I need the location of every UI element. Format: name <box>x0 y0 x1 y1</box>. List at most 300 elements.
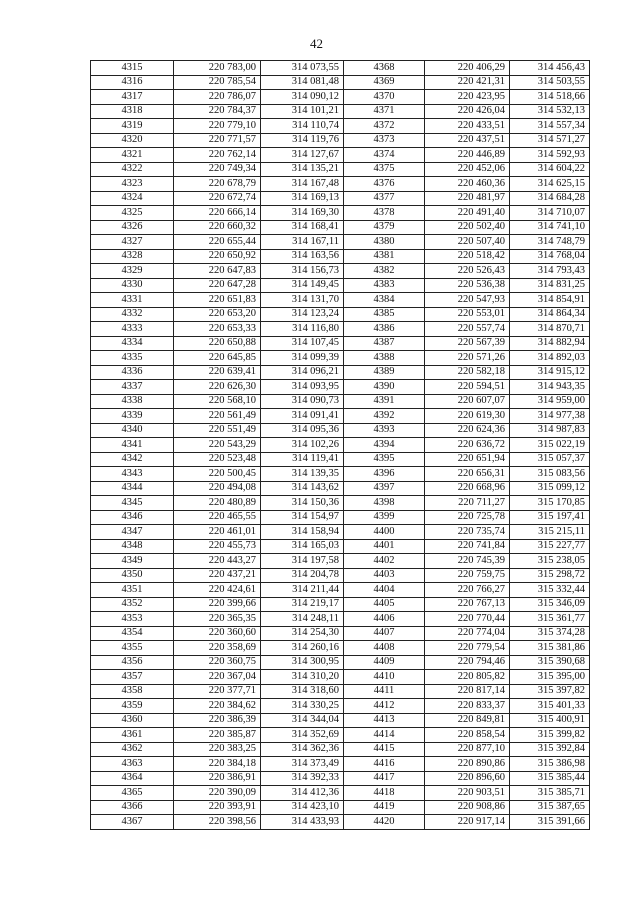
x-coordinate-cell: 220 526,43 <box>425 264 510 279</box>
y-coordinate-cell: 314 412,36 <box>261 786 344 801</box>
table-row <box>91 104 590 119</box>
table-row <box>91 510 590 525</box>
y-coordinate-cell: 314 433,93 <box>261 815 344 830</box>
x-coordinate-cell: 220 785,54 <box>174 75 261 90</box>
table-row <box>91 597 590 612</box>
point-number-cell: 4349 <box>91 554 174 569</box>
point-number-cell: 4378 <box>344 206 425 221</box>
y-coordinate-cell: 315 399,82 <box>510 728 590 743</box>
table-row <box>91 757 590 772</box>
y-coordinate-cell: 314 123,24 <box>261 307 344 322</box>
y-coordinate-cell: 314 571,27 <box>510 133 590 148</box>
y-coordinate-cell: 314 102,26 <box>261 438 344 453</box>
table-row <box>91 568 590 583</box>
point-number-cell: 4324 <box>91 191 174 206</box>
table-row <box>91 641 590 656</box>
x-coordinate-cell: 220 384,18 <box>174 757 261 772</box>
y-coordinate-cell: 314 768,04 <box>510 249 590 264</box>
table-row <box>91 771 590 786</box>
x-coordinate-cell: 220 465,55 <box>174 510 261 525</box>
x-coordinate-cell: 220 386,39 <box>174 713 261 728</box>
point-number-cell: 4368 <box>344 61 425 76</box>
x-coordinate-cell: 220 383,25 <box>174 742 261 757</box>
point-number-cell: 4323 <box>91 177 174 192</box>
x-coordinate-cell: 220 759,75 <box>425 568 510 583</box>
point-number-cell: 4371 <box>344 104 425 119</box>
table-row <box>91 177 590 192</box>
table-row <box>91 148 590 163</box>
y-coordinate-cell: 315 238,05 <box>510 554 590 569</box>
table-row <box>91 75 590 90</box>
x-coordinate-cell: 220 582,18 <box>425 365 510 380</box>
point-number-cell: 4410 <box>344 670 425 685</box>
point-number-cell: 4401 <box>344 539 425 554</box>
table-row <box>91 583 590 598</box>
y-coordinate-cell: 314 119,41 <box>261 452 344 467</box>
y-coordinate-cell: 314 260,16 <box>261 641 344 656</box>
y-coordinate-cell: 315 346,09 <box>510 597 590 612</box>
point-number-cell: 4386 <box>344 322 425 337</box>
y-coordinate-cell: 314 248,11 <box>261 612 344 627</box>
point-number-cell: 4333 <box>91 322 174 337</box>
x-coordinate-cell: 220 783,00 <box>174 61 261 76</box>
y-coordinate-cell: 314 423,10 <box>261 800 344 815</box>
y-coordinate-cell: 314 090,12 <box>261 90 344 105</box>
point-number-cell: 4373 <box>344 133 425 148</box>
table-row <box>91 800 590 815</box>
x-coordinate-cell: 220 594,51 <box>425 380 510 395</box>
point-number-cell: 4403 <box>344 568 425 583</box>
y-coordinate-cell: 314 518,66 <box>510 90 590 105</box>
point-number-cell: 4409 <box>344 655 425 670</box>
x-coordinate-cell: 220 481,97 <box>425 191 510 206</box>
point-number-cell: 4361 <box>91 728 174 743</box>
x-coordinate-cell: 220 406,29 <box>425 61 510 76</box>
point-number-cell: 4354 <box>91 626 174 641</box>
point-number-cell: 4392 <box>344 409 425 424</box>
y-coordinate-cell: 314 532,13 <box>510 104 590 119</box>
table-row <box>91 699 590 714</box>
y-coordinate-cell: 314 169,13 <box>261 191 344 206</box>
point-number-cell: 4396 <box>344 467 425 482</box>
x-coordinate-cell: 220 398,56 <box>174 815 261 830</box>
y-coordinate-cell: 315 057,37 <box>510 452 590 467</box>
x-coordinate-cell: 220 377,71 <box>174 684 261 699</box>
y-coordinate-cell: 314 604,22 <box>510 162 590 177</box>
point-number-cell: 4363 <box>91 757 174 772</box>
point-number-cell: 4344 <box>91 481 174 496</box>
y-coordinate-cell: 314 503,55 <box>510 75 590 90</box>
table-row <box>91 351 590 366</box>
point-number-cell: 4381 <box>344 249 425 264</box>
x-coordinate-cell: 220 461,01 <box>174 525 261 540</box>
table-row <box>91 365 590 380</box>
x-coordinate-cell: 220 452,06 <box>425 162 510 177</box>
x-coordinate-cell: 220 480,89 <box>174 496 261 511</box>
point-number-cell: 4335 <box>91 351 174 366</box>
y-coordinate-cell: 314 090,73 <box>261 394 344 409</box>
point-number-cell: 4413 <box>344 713 425 728</box>
point-number-cell: 4352 <box>91 597 174 612</box>
y-coordinate-cell: 314 392,33 <box>261 771 344 786</box>
y-coordinate-cell: 314 156,73 <box>261 264 344 279</box>
x-coordinate-cell: 220 917,14 <box>425 815 510 830</box>
y-coordinate-cell: 314 625,15 <box>510 177 590 192</box>
y-coordinate-cell: 314 456,43 <box>510 61 590 76</box>
x-coordinate-cell: 220 678,79 <box>174 177 261 192</box>
point-number-cell: 4359 <box>91 699 174 714</box>
y-coordinate-cell: 314 211,44 <box>261 583 344 598</box>
x-coordinate-cell: 220 784,37 <box>174 104 261 119</box>
point-number-cell: 4332 <box>91 307 174 322</box>
point-number-cell: 4400 <box>344 525 425 540</box>
point-number-cell: 4376 <box>344 177 425 192</box>
table-row <box>91 626 590 641</box>
table-row <box>91 554 590 569</box>
y-coordinate-cell: 315 395,00 <box>510 670 590 685</box>
y-coordinate-cell: 315 387,65 <box>510 800 590 815</box>
x-coordinate-cell: 220 455,73 <box>174 539 261 554</box>
y-coordinate-cell: 314 107,45 <box>261 336 344 351</box>
point-number-cell: 4355 <box>91 641 174 656</box>
x-coordinate-cell: 220 767,13 <box>425 597 510 612</box>
x-coordinate-cell: 220 725,78 <box>425 510 510 525</box>
table-row <box>91 264 590 279</box>
point-number-cell: 4316 <box>91 75 174 90</box>
point-number-cell: 4360 <box>91 713 174 728</box>
point-number-cell: 4366 <box>91 800 174 815</box>
point-number-cell: 4387 <box>344 336 425 351</box>
x-coordinate-cell: 220 636,72 <box>425 438 510 453</box>
x-coordinate-cell: 220 779,10 <box>174 119 261 134</box>
x-coordinate-cell: 220 774,04 <box>425 626 510 641</box>
point-number-cell: 4350 <box>91 568 174 583</box>
point-number-cell: 4364 <box>91 771 174 786</box>
table-row <box>91 191 590 206</box>
x-coordinate-cell: 220 653,33 <box>174 322 261 337</box>
point-number-cell: 4317 <box>91 90 174 105</box>
y-coordinate-cell: 314 096,21 <box>261 365 344 380</box>
point-number-cell: 4336 <box>91 365 174 380</box>
point-number-cell: 4420 <box>344 815 425 830</box>
x-coordinate-cell: 220 651,83 <box>174 293 261 308</box>
point-number-cell: 4348 <box>91 539 174 554</box>
x-coordinate-cell: 220 619,30 <box>425 409 510 424</box>
x-coordinate-cell: 220 660,32 <box>174 220 261 235</box>
x-coordinate-cell: 220 741,84 <box>425 539 510 554</box>
x-coordinate-cell: 220 833,37 <box>425 699 510 714</box>
x-coordinate-cell: 220 358,69 <box>174 641 261 656</box>
y-coordinate-cell: 314 330,25 <box>261 699 344 714</box>
y-coordinate-cell: 314 169,30 <box>261 206 344 221</box>
point-number-cell: 4375 <box>344 162 425 177</box>
y-coordinate-cell: 314 684,28 <box>510 191 590 206</box>
y-coordinate-cell: 314 977,38 <box>510 409 590 424</box>
table-row <box>91 525 590 540</box>
point-number-cell: 4353 <box>91 612 174 627</box>
point-number-cell: 4394 <box>344 438 425 453</box>
y-coordinate-cell: 314 154,97 <box>261 510 344 525</box>
y-coordinate-cell: 314 163,56 <box>261 249 344 264</box>
x-coordinate-cell: 220 390,09 <box>174 786 261 801</box>
y-coordinate-cell: 314 093,95 <box>261 380 344 395</box>
point-number-cell: 4416 <box>344 757 425 772</box>
x-coordinate-cell: 220 561,49 <box>174 409 261 424</box>
point-number-cell: 4377 <box>344 191 425 206</box>
table-row <box>91 670 590 685</box>
table-row <box>91 684 590 699</box>
y-coordinate-cell: 315 385,44 <box>510 771 590 786</box>
y-coordinate-cell: 314 710,07 <box>510 206 590 221</box>
y-coordinate-cell: 314 204,78 <box>261 568 344 583</box>
x-coordinate-cell: 220 426,04 <box>425 104 510 119</box>
x-coordinate-cell: 220 500,45 <box>174 467 261 482</box>
table-row <box>91 423 590 438</box>
x-coordinate-cell: 220 460,36 <box>425 177 510 192</box>
y-coordinate-cell: 314 318,60 <box>261 684 344 699</box>
y-coordinate-cell: 315 298,72 <box>510 568 590 583</box>
table-row <box>91 713 590 728</box>
point-number-cell: 4405 <box>344 597 425 612</box>
point-number-cell: 4418 <box>344 786 425 801</box>
point-number-cell: 4347 <box>91 525 174 540</box>
x-coordinate-cell: 220 672,74 <box>174 191 261 206</box>
x-coordinate-cell: 220 711,27 <box>425 496 510 511</box>
point-number-cell: 4382 <box>344 264 425 279</box>
y-coordinate-cell: 315 215,11 <box>510 525 590 540</box>
y-coordinate-cell: 314 101,21 <box>261 104 344 119</box>
x-coordinate-cell: 220 805,82 <box>425 670 510 685</box>
x-coordinate-cell: 220 849,81 <box>425 713 510 728</box>
point-number-cell: 4315 <box>91 61 174 76</box>
table-row <box>91 394 590 409</box>
y-coordinate-cell: 314 362,36 <box>261 742 344 757</box>
point-number-cell: 4411 <box>344 684 425 699</box>
point-number-cell: 4328 <box>91 249 174 264</box>
point-number-cell: 4395 <box>344 452 425 467</box>
point-number-cell: 4398 <box>344 496 425 511</box>
y-coordinate-cell: 314 892,03 <box>510 351 590 366</box>
point-number-cell: 4322 <box>91 162 174 177</box>
x-coordinate-cell: 220 433,51 <box>425 119 510 134</box>
point-number-cell: 4357 <box>91 670 174 685</box>
y-coordinate-cell: 314 254,30 <box>261 626 344 641</box>
x-coordinate-cell: 220 446,89 <box>425 148 510 163</box>
point-number-cell: 4415 <box>344 742 425 757</box>
table-row <box>91 249 590 264</box>
y-coordinate-cell: 314 119,76 <box>261 133 344 148</box>
point-number-cell: 4397 <box>344 481 425 496</box>
x-coordinate-cell: 220 779,54 <box>425 641 510 656</box>
x-coordinate-cell: 220 557,74 <box>425 322 510 337</box>
y-coordinate-cell: 314 095,36 <box>261 423 344 438</box>
x-coordinate-cell: 220 551,49 <box>174 423 261 438</box>
x-coordinate-cell: 220 384,62 <box>174 699 261 714</box>
y-coordinate-cell: 315 170,85 <box>510 496 590 511</box>
table-row <box>91 278 590 293</box>
y-coordinate-cell: 314 352,69 <box>261 728 344 743</box>
point-number-cell: 4338 <box>91 394 174 409</box>
y-coordinate-cell: 315 386,98 <box>510 757 590 772</box>
x-coordinate-cell: 220 421,31 <box>425 75 510 90</box>
x-coordinate-cell: 220 365,35 <box>174 612 261 627</box>
table-row <box>91 235 590 250</box>
x-coordinate-cell: 220 908,86 <box>425 800 510 815</box>
x-coordinate-cell: 220 385,87 <box>174 728 261 743</box>
x-coordinate-cell: 220 771,57 <box>174 133 261 148</box>
point-number-cell: 4407 <box>344 626 425 641</box>
y-coordinate-cell: 314 987,83 <box>510 423 590 438</box>
point-number-cell: 4417 <box>344 771 425 786</box>
y-coordinate-cell: 315 385,71 <box>510 786 590 801</box>
y-coordinate-cell: 314 310,20 <box>261 670 344 685</box>
point-number-cell: 4390 <box>344 380 425 395</box>
table-row <box>91 322 590 337</box>
table-row <box>91 90 590 105</box>
point-number-cell: 4331 <box>91 293 174 308</box>
x-coordinate-cell: 220 568,10 <box>174 394 261 409</box>
point-number-cell: 4337 <box>91 380 174 395</box>
point-number-cell: 4374 <box>344 148 425 163</box>
y-coordinate-cell: 314 131,70 <box>261 293 344 308</box>
point-number-cell: 4393 <box>344 423 425 438</box>
y-coordinate-cell: 315 392,84 <box>510 742 590 757</box>
point-number-cell: 4404 <box>344 583 425 598</box>
point-number-cell: 4399 <box>344 510 425 525</box>
y-coordinate-cell: 314 882,94 <box>510 336 590 351</box>
x-coordinate-cell: 220 903,51 <box>425 786 510 801</box>
x-coordinate-cell: 220 360,75 <box>174 655 261 670</box>
y-coordinate-cell: 314 167,48 <box>261 177 344 192</box>
x-coordinate-cell: 220 786,07 <box>174 90 261 105</box>
y-coordinate-cell: 315 381,86 <box>510 641 590 656</box>
table-row <box>91 206 590 221</box>
point-number-cell: 4351 <box>91 583 174 598</box>
point-number-cell: 4327 <box>91 235 174 250</box>
point-number-cell: 4318 <box>91 104 174 119</box>
coordinates-table <box>90 60 590 830</box>
x-coordinate-cell: 220 523,48 <box>174 452 261 467</box>
x-coordinate-cell: 220 735,74 <box>425 525 510 540</box>
y-coordinate-cell: 315 197,41 <box>510 510 590 525</box>
y-coordinate-cell: 314 158,94 <box>261 525 344 540</box>
y-coordinate-cell: 314 373,49 <box>261 757 344 772</box>
x-coordinate-cell: 220 647,83 <box>174 264 261 279</box>
y-coordinate-cell: 314 165,03 <box>261 539 344 554</box>
x-coordinate-cell: 220 762,14 <box>174 148 261 163</box>
x-coordinate-cell: 220 437,51 <box>425 133 510 148</box>
x-coordinate-cell: 220 423,95 <box>425 90 510 105</box>
y-coordinate-cell: 315 401,33 <box>510 699 590 714</box>
table-row <box>91 336 590 351</box>
point-number-cell: 4370 <box>344 90 425 105</box>
y-coordinate-cell: 314 854,91 <box>510 293 590 308</box>
x-coordinate-cell: 220 518,42 <box>425 249 510 264</box>
y-coordinate-cell: 314 197,58 <box>261 554 344 569</box>
point-number-cell: 4402 <box>344 554 425 569</box>
x-coordinate-cell: 220 890,86 <box>425 757 510 772</box>
x-coordinate-cell: 220 858,54 <box>425 728 510 743</box>
y-coordinate-cell: 314 793,43 <box>510 264 590 279</box>
point-number-cell: 4384 <box>344 293 425 308</box>
x-coordinate-cell: 220 666,14 <box>174 206 261 221</box>
y-coordinate-cell: 314 592,93 <box>510 148 590 163</box>
x-coordinate-cell: 220 443,27 <box>174 554 261 569</box>
x-coordinate-cell: 220 543,29 <box>174 438 261 453</box>
table-row <box>91 133 590 148</box>
y-coordinate-cell: 314 149,45 <box>261 278 344 293</box>
y-coordinate-cell: 314 127,67 <box>261 148 344 163</box>
x-coordinate-cell: 220 624,36 <box>425 423 510 438</box>
y-coordinate-cell: 314 943,35 <box>510 380 590 395</box>
table-row <box>91 307 590 322</box>
table-row <box>91 119 590 134</box>
x-coordinate-cell: 220 650,92 <box>174 249 261 264</box>
y-coordinate-cell: 315 022,19 <box>510 438 590 453</box>
y-coordinate-cell: 314 135,21 <box>261 162 344 177</box>
point-number-cell: 4412 <box>344 699 425 714</box>
y-coordinate-cell: 314 168,41 <box>261 220 344 235</box>
x-coordinate-cell: 220 626,30 <box>174 380 261 395</box>
x-coordinate-cell: 220 424,61 <box>174 583 261 598</box>
y-coordinate-cell: 314 864,34 <box>510 307 590 322</box>
y-coordinate-cell: 314 831,25 <box>510 278 590 293</box>
y-coordinate-cell: 314 167,11 <box>261 235 344 250</box>
x-coordinate-cell: 220 650,88 <box>174 336 261 351</box>
table-row <box>91 467 590 482</box>
table-row <box>91 496 590 511</box>
point-number-cell: 4341 <box>91 438 174 453</box>
point-number-cell: 4326 <box>91 220 174 235</box>
point-number-cell: 4414 <box>344 728 425 743</box>
y-coordinate-cell: 314 870,71 <box>510 322 590 337</box>
table-row <box>91 61 590 76</box>
x-coordinate-cell: 220 491,40 <box>425 206 510 221</box>
y-coordinate-cell: 314 110,74 <box>261 119 344 134</box>
y-coordinate-cell: 315 400,91 <box>510 713 590 728</box>
page-number: 42 <box>310 36 323 51</box>
y-coordinate-cell: 315 227,77 <box>510 539 590 554</box>
x-coordinate-cell: 220 653,20 <box>174 307 261 322</box>
x-coordinate-cell: 220 656,31 <box>425 467 510 482</box>
y-coordinate-cell: 315 332,44 <box>510 583 590 598</box>
table-row <box>91 438 590 453</box>
point-number-cell: 4419 <box>344 800 425 815</box>
point-number-cell: 4408 <box>344 641 425 656</box>
x-coordinate-cell: 220 607,07 <box>425 394 510 409</box>
point-number-cell: 4391 <box>344 394 425 409</box>
point-number-cell: 4380 <box>344 235 425 250</box>
point-number-cell: 4321 <box>91 148 174 163</box>
point-number-cell: 4346 <box>91 510 174 525</box>
point-number-cell: 4362 <box>91 742 174 757</box>
table-row <box>91 162 590 177</box>
x-coordinate-cell: 220 655,44 <box>174 235 261 250</box>
x-coordinate-cell: 220 877,10 <box>425 742 510 757</box>
table-row <box>91 293 590 308</box>
point-number-cell: 4325 <box>91 206 174 221</box>
table-row <box>91 380 590 395</box>
y-coordinate-cell: 314 959,00 <box>510 394 590 409</box>
y-coordinate-cell: 314 557,34 <box>510 119 590 134</box>
point-number-cell: 4320 <box>91 133 174 148</box>
x-coordinate-cell: 220 896,60 <box>425 771 510 786</box>
x-coordinate-cell: 220 502,40 <box>425 220 510 235</box>
point-number-cell: 4330 <box>91 278 174 293</box>
x-coordinate-cell: 220 386,91 <box>174 771 261 786</box>
point-number-cell: 4339 <box>91 409 174 424</box>
y-coordinate-cell: 314 116,80 <box>261 322 344 337</box>
